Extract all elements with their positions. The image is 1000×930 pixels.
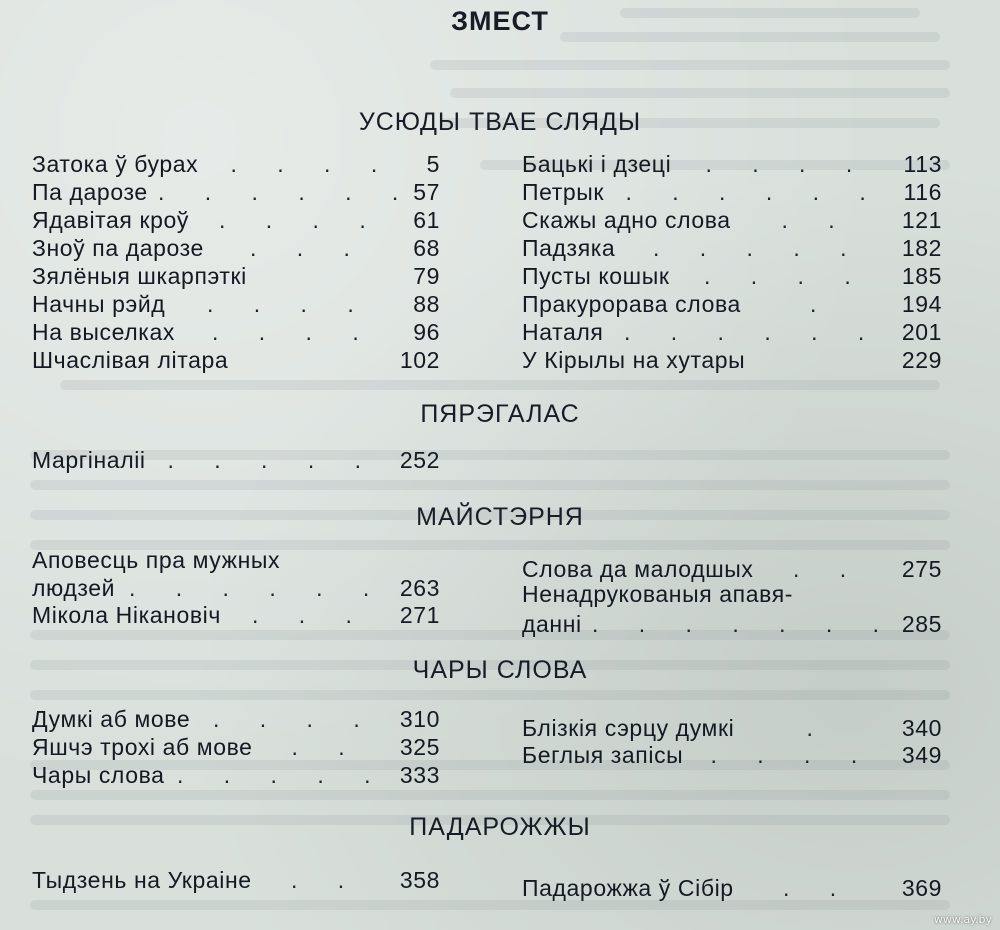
toc-entry-page: 185: [901, 263, 942, 289]
toc-entry: [522, 714, 942, 742]
toc-entry-page: 271: [399, 602, 440, 628]
toc-entry-leader: . . . . .: [653, 235, 864, 261]
toc-entry: [32, 290, 440, 318]
toc-entry: [522, 555, 942, 583]
toc-entry-leader: . . . . . . .: [592, 611, 897, 637]
section-title-usyudy: УСЮДЫ ТВАЕ СЛЯДЫ: [358, 108, 642, 136]
toc-entry-leader: . . .: [252, 602, 369, 628]
toc-entry-page: 340: [901, 715, 942, 741]
toc-entry: [32, 262, 440, 290]
toc-entry-title: Наталя: [522, 319, 604, 345]
section-title-maysternya: МАЙСТЭРНЯ: [416, 503, 584, 531]
toc-entry: [32, 206, 440, 234]
toc-entry-page: 194: [901, 291, 942, 317]
toc-entry: [522, 290, 942, 318]
toc-entry-leader: . .: [793, 556, 864, 582]
toc-entry-title: Падзяка: [522, 235, 616, 261]
toc-entry-title: Маргіналіі: [32, 447, 146, 473]
toc-entry-leader: . . . .: [230, 151, 395, 177]
toc-entry-page: 88: [413, 291, 440, 317]
toc-entry-leader: . . . .: [705, 151, 870, 177]
toc-entry-page: 121: [901, 207, 942, 233]
toc-entry: [32, 733, 440, 761]
toc-entry-title: людзей: [32, 575, 116, 601]
toc-entry-leader: . . . .: [710, 742, 875, 768]
toc-entry-page: 96: [413, 319, 440, 345]
toc-entry-leader: . .: [781, 207, 852, 233]
toc-entry-leader: .: [806, 715, 830, 741]
toc-entry-page: 79: [413, 263, 440, 289]
toc-entry: [522, 206, 942, 234]
toc-entry-page: 325: [399, 734, 440, 760]
toc-entry: [32, 150, 440, 178]
toc-entry-page: 252: [399, 447, 440, 473]
toc-entry: [522, 580, 942, 608]
toc-entry-page: 263: [399, 575, 440, 601]
toc-entry-leader: .: [810, 291, 834, 317]
toc-entry-title: Тыдзень на Украіне: [32, 867, 252, 893]
toc-entry: [32, 234, 440, 262]
toc-entry: [522, 346, 942, 374]
toc-entry: [32, 446, 440, 474]
toc-entry-title: Ненадрукованыя апавя-: [522, 581, 794, 607]
toc-entry-leader: . . . . . .: [158, 179, 416, 205]
toc-entry-leader: . . . . . .: [624, 319, 882, 345]
toc-entry-title: Скажы адно слова: [522, 207, 731, 233]
toc-entry: [32, 866, 440, 894]
toc-entry: [522, 874, 942, 902]
toc-entry-leader: . .: [783, 875, 854, 901]
toc-entry-page: 116: [903, 179, 942, 205]
toc-entry: [522, 234, 942, 262]
toc-entry: [522, 178, 942, 206]
toc-entry-title: Беглыя запісы: [522, 742, 684, 768]
toc-entry-title: данні: [522, 611, 582, 637]
toc-entry-page: 68: [413, 235, 440, 261]
section-title-chary-slova: ЧАРЫ СЛОВА: [412, 656, 588, 684]
toc-entry-page: 61: [413, 207, 440, 233]
toc-entry-title: Аповесць пра мужных: [32, 547, 281, 573]
toc-entry: [522, 150, 942, 178]
toc-entry-title: Затока ў бурах: [32, 151, 199, 177]
toc-entry: [522, 610, 942, 638]
toc-entry-page: 369: [901, 875, 942, 901]
toc-entry-leader: . . . .: [207, 291, 371, 317]
toc-entry: [32, 601, 440, 629]
watermark: www.ay.by: [933, 913, 992, 926]
toc-entry-leader: . . . .: [213, 706, 377, 732]
toc-entry-leader: . . . .: [212, 319, 376, 345]
toc-entry-leader: . .: [291, 734, 362, 760]
toc-entry: [522, 741, 942, 769]
toc-entry: [32, 318, 440, 346]
toc-entry-leader: . . . . .: [167, 447, 379, 473]
toc-entry-page: 358: [399, 867, 440, 893]
toc-entry: [32, 761, 440, 789]
toc-entry: [522, 318, 942, 346]
toc-entry-page: 5: [426, 151, 440, 177]
page-title: ЗМЕСТ: [451, 6, 549, 36]
toc-entry-title: Бацькі і дзеці: [522, 151, 672, 177]
section-title-padarozhzhy: ПАДАРОЖЖЫ: [409, 813, 591, 841]
toc-entry-title: Зялёныя шкарпэткі: [32, 263, 247, 289]
toc-entry-leader: . . . . . .: [129, 575, 387, 601]
toc-entry-title: Чары слова: [32, 762, 165, 788]
toc-entry: [32, 546, 440, 574]
toc-entry-page: 201: [901, 319, 942, 345]
toc-entry-title: Ядавітая кроў: [32, 207, 190, 233]
toc-entry-page: 285: [901, 611, 942, 637]
toc-entry-page: 182: [901, 235, 942, 261]
toc-entry-page: 275: [901, 556, 942, 582]
toc-entry: [32, 705, 440, 733]
toc-entry-leader: . . . . .: [177, 762, 388, 788]
toc-entry: [32, 178, 440, 206]
toc-entry-title: У Кірылы на хутары: [522, 347, 746, 373]
toc-entry-page: 57: [413, 179, 440, 205]
toc-entry-page: 349: [901, 742, 942, 768]
toc-entry-title: Думкі аб мове: [32, 706, 191, 732]
toc-entry: [32, 574, 440, 602]
toc-entry-title: Па дарозе: [32, 179, 148, 205]
toc-entry-title: На выселках: [32, 319, 175, 345]
toc-entry-title: Начны рэйд: [32, 291, 166, 317]
toc-entry-title: Блізкія сэрцу думкі: [522, 715, 735, 741]
toc-entry-title: Зноў па дарозе: [32, 235, 204, 261]
toc-entry-page: 333: [399, 762, 440, 788]
toc-entry-leader: . . . .: [219, 207, 383, 233]
toc-entry-title: Пракурорава слова: [522, 291, 741, 317]
section-title-pyaregalas: ПЯРЭГАЛАС: [420, 400, 580, 428]
toc-entry-title: Падарожжа ў Сібір: [522, 875, 734, 901]
toc-entry-leader: . . .: [250, 235, 367, 261]
toc-entry-title: Пусты кошык: [522, 263, 670, 289]
toc-entry-page: 102: [399, 347, 440, 373]
toc-entry-page: 310: [399, 706, 440, 732]
toc-entry: [522, 262, 942, 290]
toc-entry-leader: . .: [291, 867, 362, 893]
toc-entry-title: Шчаслівая лiтара: [32, 347, 229, 373]
toc-entry-title: Петрык: [522, 179, 605, 205]
toc-entry: [32, 346, 440, 374]
toc-entry-page: 113: [903, 151, 942, 177]
toc-entry-leader: . . . .: [704, 263, 868, 289]
toc-entry-page: 229: [901, 347, 942, 373]
toc-entry-title: Слова да малодшых: [522, 556, 754, 582]
toc-entry-leader: . . . . . .: [625, 179, 883, 205]
toc-entry-title: Яшчэ трохі аб мове: [32, 734, 253, 760]
toc-entry-title: Мікола Нікановіч: [32, 602, 221, 628]
